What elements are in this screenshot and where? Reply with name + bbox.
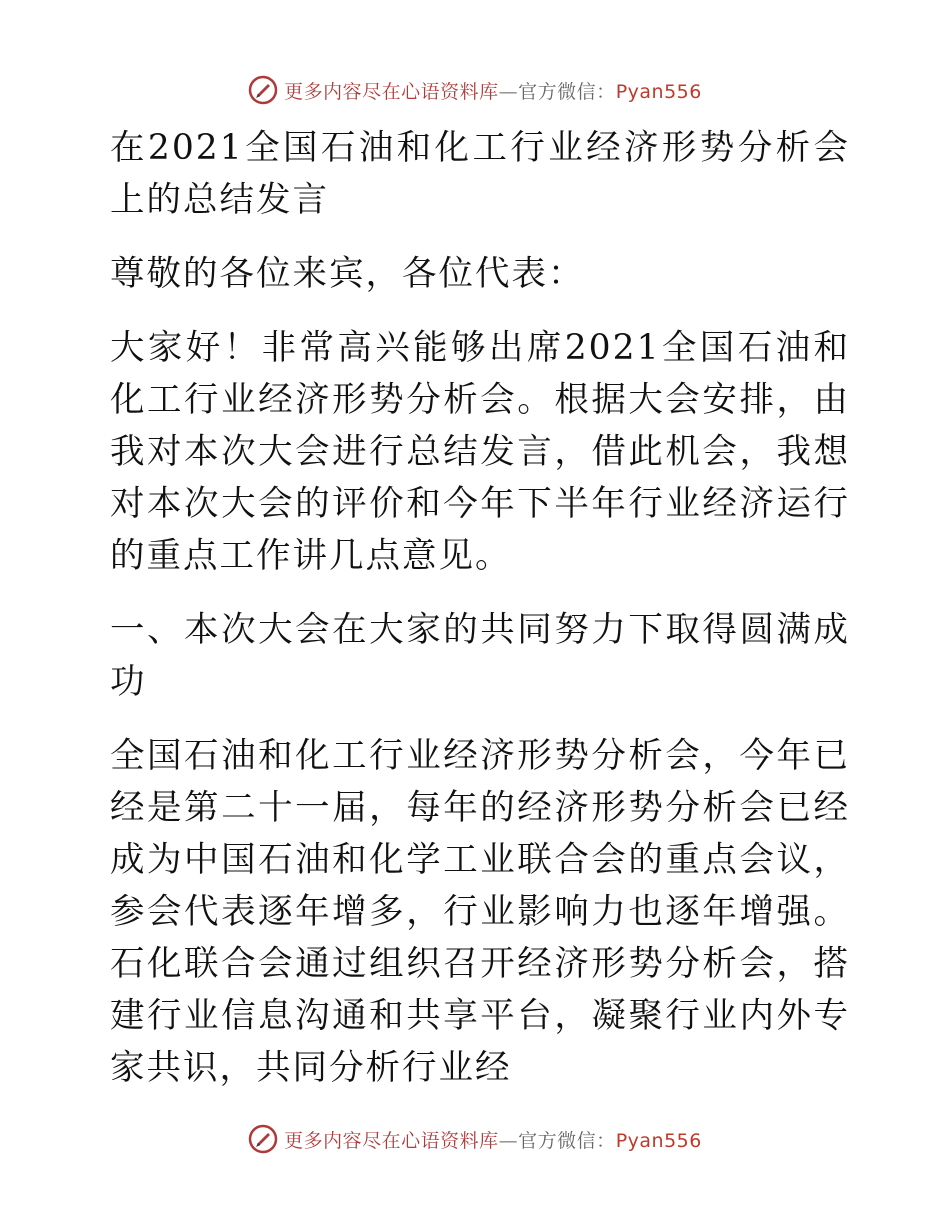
banner-wechat-handle: Pyan556 — [615, 1129, 702, 1152]
intro-paragraph: 大家好！非常高兴能够出席2021全国石油和化工行业经济形势分析会。根据大会安排，由我对本次大会进行总结发言，借此机会，我想对本次大会的评价和今年下半年行业经济运行的重点工作讲几点意见。 — [110, 328, 850, 576]
banner-separator: — — [498, 1129, 519, 1152]
footer-banner — [0, 1119, 950, 1159]
banner-main-text: 更多内容尽在心语资料库 — [284, 1129, 499, 1152]
quill-logo-icon — [248, 1124, 278, 1154]
banner-wechat-handle: Pyan556 — [615, 80, 702, 103]
salutation: 尊敬的各位来宾，各位代表： — [110, 254, 585, 294]
banner-wechat-label: 官方微信： — [518, 80, 616, 103]
quill-logo-icon — [248, 75, 278, 105]
header-banner — [0, 70, 950, 110]
section-body-paragraph: 全国石油和化工行业经济形势分析会，今年已经是第二十一届，每年的经济形势分析会已经成为中国石油和化学工业联合会的重点会议，参会代表逐年增多，行业影响力也逐年增强。石化联合会通过组织召开经济形势分析会，搭建行业信息沟通和共享平台，凝聚行业内外专家共识，共同分析行业经 — [110, 736, 850, 1088]
banner-separator: — — [498, 80, 519, 103]
banner-text — [284, 77, 702, 104]
document-title: 在2021全国石油和化工行业经济形势分析会上的总结发言 — [110, 128, 850, 220]
section-heading: 一、本次大会在大家的共同努力下取得圆满成功 — [110, 610, 850, 702]
banner-main-text: 更多内容尽在心语资料库 — [284, 80, 499, 103]
document-body — [98, 122, 850, 1094]
banner-text — [284, 1126, 702, 1153]
banner-wechat-label: 官方微信： — [518, 1129, 616, 1152]
